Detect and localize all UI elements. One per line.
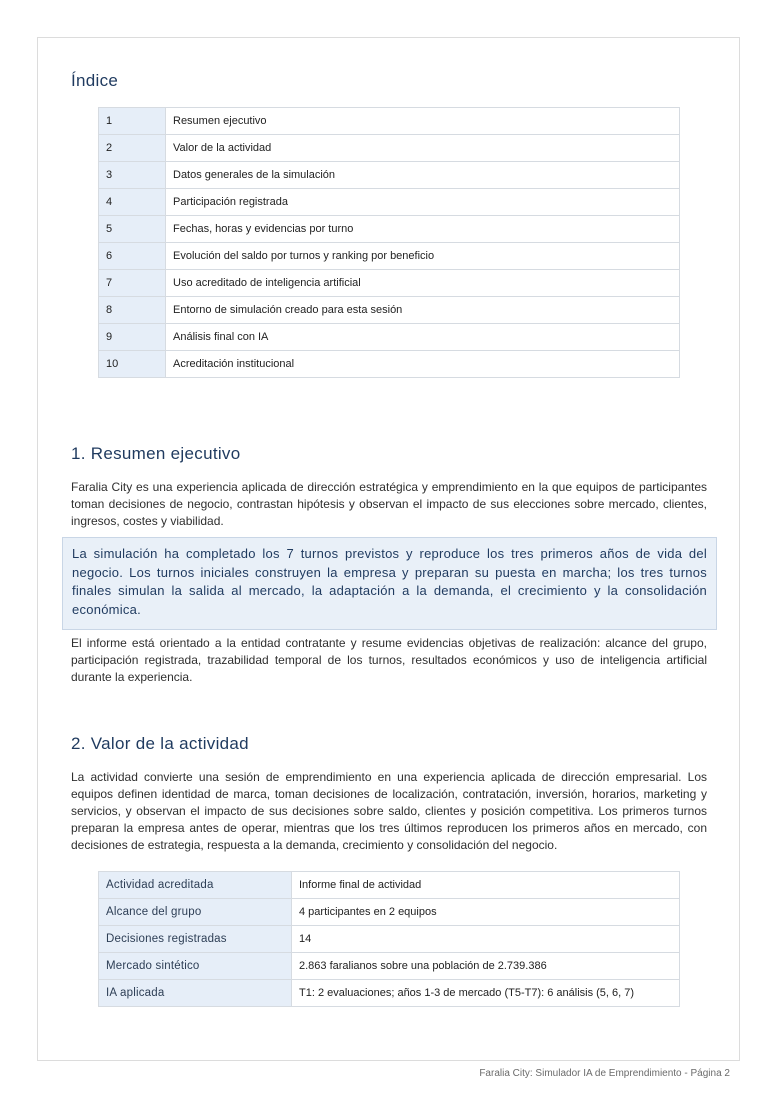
index-entry: Datos generales de la simulación	[166, 162, 680, 189]
table-row	[99, 872, 680, 899]
summary-value: T1: 2 evaluaciones; años 1-3 de mercado (T5-T7): 6 análisis (5, 6, 7)	[292, 980, 680, 1007]
table-row	[99, 297, 680, 324]
summary-key: Actividad acreditada	[99, 872, 292, 899]
summary-key: Alcance del grupo	[99, 899, 292, 926]
index-number: 8	[99, 297, 166, 324]
summary-key: Decisiones registradas	[99, 926, 292, 953]
section-1-title: 1. Resumen ejecutivo	[71, 444, 241, 463]
table-row	[99, 162, 680, 189]
summary-key: IA aplicada	[99, 980, 292, 1007]
index-entry: Evolución del saldo por turnos y ranking por beneficio	[166, 243, 680, 270]
table-row	[99, 189, 680, 216]
table-row	[99, 270, 680, 297]
index-number: 9	[99, 324, 166, 351]
section-1-closing: El informe está orientado a la entidad contratante y resume evidencias objetivas de realización: alcance del grupo, participación registrada, trazabilidad temporal de los turnos, resultados económicos y uso de inteligencia artificial durante la experiencia.	[71, 636, 707, 684]
summary-value: 14	[292, 926, 680, 953]
table-row	[99, 980, 680, 1007]
table-row	[99, 926, 680, 953]
index-number: 7	[99, 270, 166, 297]
index-entry: Resumen ejecutivo	[166, 108, 680, 135]
section-2-title: 2. Valor de la actividad	[71, 734, 249, 753]
table-row	[99, 243, 680, 270]
index-entry: Entorno de simulación creado para esta sesión	[166, 297, 680, 324]
index-number: 2	[99, 135, 166, 162]
index-number: 10	[99, 351, 166, 378]
summary-value: 4 participantes en 2 equipos	[292, 899, 680, 926]
summary-key: Mercado sintético	[99, 953, 292, 980]
highlight-callout: La simulación ha completado los 7 turnos previstos y reproduce los tres primeros años de vida del negocio. Los turnos iniciales construyen la empresa y preparan su puesta en marcha; los tres turnos finales simulan la salida al mercado, la adaptación a la demanda, el crecimiento y la consolidación económica.	[62, 537, 717, 630]
index-entry: Fechas, horas y evidencias por turno	[166, 216, 680, 243]
index-number: 4	[99, 189, 166, 216]
table-row	[99, 899, 680, 926]
table-row	[99, 135, 680, 162]
section-1-intro: Faralia City es una experiencia aplicada de dirección estratégica y emprendimiento en la que equipos de participantes toman decisiones de negocio, contrastan hipótesis y observan el impacto de sus elecciones sobre mercado, clientes, ingresos, costes y viabilidad.	[71, 480, 707, 528]
summary-value: Informe final de actividad	[292, 872, 680, 899]
index-entry: Análisis final con IA	[166, 324, 680, 351]
index-number: 6	[99, 243, 166, 270]
table-row	[99, 351, 680, 378]
index-number: 5	[99, 216, 166, 243]
index-entry: Participación registrada	[166, 189, 680, 216]
table-row	[99, 953, 680, 980]
table-row	[99, 216, 680, 243]
table-row	[99, 324, 680, 351]
index-number: 3	[99, 162, 166, 189]
section-2-intro: La actividad convierte una sesión de emprendimiento en una experiencia aplicada de dirección empresarial. Los equipos definen identidad de marca, toman decisiones de localización, contratación, inversión, horarios, marketing y servicios, y observan el impacto de sus decisiones sobre saldo, clientes y posición competitiva. Los primeros turnos preparan la empresa antes de operar, mientras que los tres últimos reproducen los primeros años en mercado, con decisiones de estrategia, respuesta a la demanda, crecimiento y consolidación del negocio.	[71, 770, 707, 852]
index-table	[98, 107, 680, 378]
index-number: 1	[99, 108, 166, 135]
index-entry: Valor de la actividad	[166, 135, 680, 162]
table-row	[99, 108, 680, 135]
activity-summary-table	[98, 871, 680, 1007]
page-footer: Faralia City: Simulador IA de Emprendimiento - Página 2	[479, 1068, 730, 1079]
index-title: Índice	[71, 71, 119, 90]
index-entry: Acreditación institucional	[166, 351, 680, 378]
index-entry: Uso acreditado de inteligencia artificial	[166, 270, 680, 297]
summary-value: 2.863 faralianos sobre una población de 2.739.386	[292, 953, 680, 980]
